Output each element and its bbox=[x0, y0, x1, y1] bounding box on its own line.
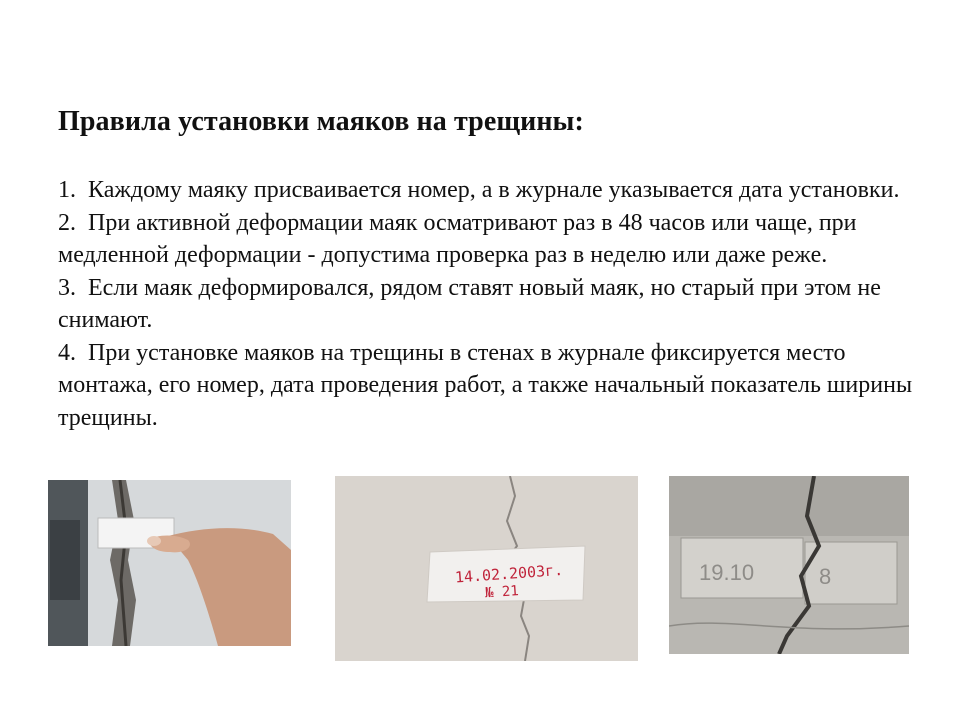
rule-text: При активной деформации маяк осматривают раз в 48 часов или чаще, при медленной деформации - допустима проверка раз в неделю или даже реже. bbox=[58, 209, 857, 268]
stone-marker-left-text: 19.10 bbox=[699, 560, 755, 585]
rule-number: 1. bbox=[58, 177, 76, 203]
stone-marker-right-text: 8 bbox=[819, 564, 832, 589]
rule-item-2 bbox=[58, 207, 918, 272]
rule-text: При установке маяков на трещины в стенах в журнале фиксируется место монтажа, его номер, дата проведения работ, а также начальный показатель ширины трещины. bbox=[58, 339, 913, 431]
rule-text: Каждому маяку присваивается номер, а в журнале указывается дата установки. bbox=[88, 177, 900, 203]
rule-text: Если маяк деформировался, рядом ставят новый маяк, но старый при этом не снимают. bbox=[58, 274, 881, 333]
rule-item-1 bbox=[58, 174, 918, 207]
photo-plaster-marker bbox=[335, 476, 638, 661]
marker-number-text: № 21 bbox=[484, 583, 520, 602]
marker-date-text: 14.02.2003г. bbox=[454, 560, 564, 587]
rule-number: 4. bbox=[58, 339, 76, 366]
rule-number: 3. bbox=[58, 274, 76, 301]
rule-item-3 bbox=[58, 272, 918, 337]
slide-title: Правила установки маяков на трещины: bbox=[58, 106, 584, 137]
photo-stone-markers bbox=[669, 476, 909, 654]
rule-number: 2. bbox=[58, 209, 76, 236]
photo-hand-marker bbox=[48, 480, 291, 646]
rule-item-4 bbox=[58, 337, 918, 435]
rules-list bbox=[58, 174, 918, 434]
